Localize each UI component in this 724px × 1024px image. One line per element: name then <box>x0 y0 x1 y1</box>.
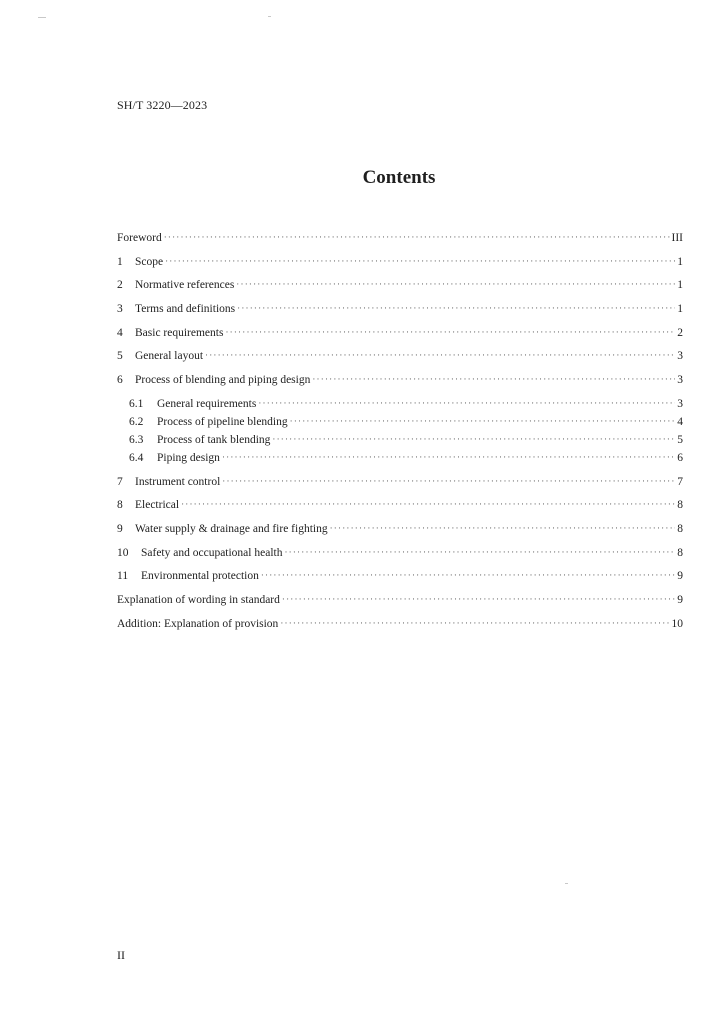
toc-entry-page: 1 <box>677 255 683 268</box>
toc-entry-3[interactable] <box>117 302 683 316</box>
scan-mark <box>38 17 46 18</box>
table-of-contents <box>117 231 683 640</box>
toc-entry-page: 3 <box>677 397 683 410</box>
dot-leader <box>236 277 675 291</box>
toc-entry-number: 6.4 <box>129 452 144 465</box>
toc-entry-7[interactable] <box>117 475 683 489</box>
toc-entry-page: 6 <box>677 452 683 465</box>
toc-entry-number: 8 <box>117 499 123 512</box>
toc-entry-number: 3 <box>117 303 123 316</box>
toc-entry-number: 11 <box>117 570 129 583</box>
toc-entry-page: 1 <box>677 303 683 316</box>
toc-entry-page: 2 <box>677 326 683 339</box>
toc-entry-page: III <box>671 232 683 244</box>
toc-entry-page: 8 <box>677 522 683 535</box>
toc-entry-number: 2 <box>117 279 123 292</box>
toc-entry-label: Safety and occupational health <box>141 546 283 559</box>
toc-entry-8[interactable] <box>117 498 683 512</box>
toc-entry-label: Piping design <box>157 452 220 465</box>
dot-leader <box>164 230 670 244</box>
toc-entry-explanation-of-wording[interactable] <box>117 593 683 607</box>
page-number: II <box>117 948 125 962</box>
toc-entry-number: 4 <box>117 326 123 339</box>
toc-entry-label: Addition: Explanation of provision <box>117 617 279 630</box>
toc-entry-page: 9 <box>677 594 683 606</box>
toc-entry-label: Electrical <box>135 499 180 512</box>
document-id: SH/T 3220—2023 <box>117 98 208 112</box>
dot-leader <box>280 616 669 630</box>
scan-mark <box>565 883 568 884</box>
toc-entry-label: Environmental protection <box>141 570 259 583</box>
dot-leader <box>258 396 675 410</box>
toc-entry-label: Process of pipeline blending <box>157 416 288 428</box>
dot-leader <box>330 521 675 535</box>
toc-entry-label: Foreword <box>117 232 162 244</box>
toc-entry-5[interactable] <box>117 349 683 363</box>
toc-entry-page: 8 <box>677 546 683 559</box>
toc-entry-label: Terms and definitions <box>135 303 236 316</box>
dot-leader <box>225 325 675 339</box>
toc-entry-page: 10 <box>671 617 683 630</box>
toc-entry-page: 9 <box>677 570 683 583</box>
toc-entry-label: General requirements <box>157 397 257 410</box>
toc-entry-number: 5 <box>117 350 123 363</box>
toc-entry-label: Scope <box>135 255 164 268</box>
toc-entry-number: 6.2 <box>129 416 144 428</box>
dot-leader <box>282 592 675 606</box>
dot-leader <box>181 497 675 511</box>
toc-entry-label: Instrument control <box>135 475 221 488</box>
toc-entry-number: 9 <box>117 522 123 535</box>
dot-leader <box>205 348 675 362</box>
dot-leader <box>312 372 675 386</box>
dot-leader <box>284 545 675 559</box>
dot-leader <box>290 414 675 428</box>
toc-entry-6[interactable] <box>117 373 683 387</box>
toc-entry-label: Explanation of wording in standard <box>117 594 280 606</box>
toc-entry-label: Water supply & drainage and fire fighting <box>135 522 328 535</box>
toc-entry-number: 10 <box>117 546 129 559</box>
dot-leader <box>261 568 675 582</box>
toc-entry-6-4[interactable] <box>117 451 683 465</box>
toc-entry-page: 1 <box>677 279 683 292</box>
page-title: Contents <box>362 167 436 188</box>
toc-entry-label: Process of tank blending <box>157 434 271 447</box>
toc-entry-label: General layout <box>135 350 204 363</box>
toc-entry-2[interactable] <box>117 278 683 292</box>
dot-leader <box>237 301 675 315</box>
toc-entry-11[interactable] <box>117 569 683 583</box>
scan-mark <box>268 16 271 17</box>
toc-entry-6-1[interactable] <box>117 397 683 411</box>
dot-leader <box>165 254 675 268</box>
toc-entry-page: 5 <box>677 434 683 447</box>
toc-entry-number: 7 <box>117 475 123 488</box>
toc-entry-9[interactable] <box>117 522 683 536</box>
toc-entry-page: 3 <box>677 374 683 387</box>
dot-leader <box>222 474 675 488</box>
toc-entry-page: 4 <box>677 416 683 428</box>
dot-leader <box>222 450 675 464</box>
toc-entry-number: 6 <box>117 374 123 387</box>
toc-entry-label: Process of blending and piping design <box>135 374 311 387</box>
toc-entry-label: Normative references <box>135 279 235 292</box>
toc-entry-foreword[interactable] <box>117 231 683 245</box>
toc-entry-4[interactable] <box>117 326 683 340</box>
toc-entry-number: 1 <box>117 255 123 268</box>
toc-entry-6-2[interactable] <box>117 415 683 429</box>
toc-entry-number: 6.1 <box>129 397 144 410</box>
toc-entry-label: Basic requirements <box>135 326 224 339</box>
toc-entry-page: 7 <box>677 475 683 488</box>
toc-entry-1[interactable] <box>117 255 683 269</box>
toc-entry-number: 6.3 <box>129 434 144 447</box>
toc-entry-6-3[interactable] <box>117 433 683 447</box>
toc-entry-page: 3 <box>677 350 683 363</box>
dot-leader <box>272 432 675 446</box>
toc-entry-10[interactable] <box>117 546 683 560</box>
toc-entry-page: 8 <box>677 499 683 512</box>
toc-entry-addition[interactable] <box>117 617 683 631</box>
